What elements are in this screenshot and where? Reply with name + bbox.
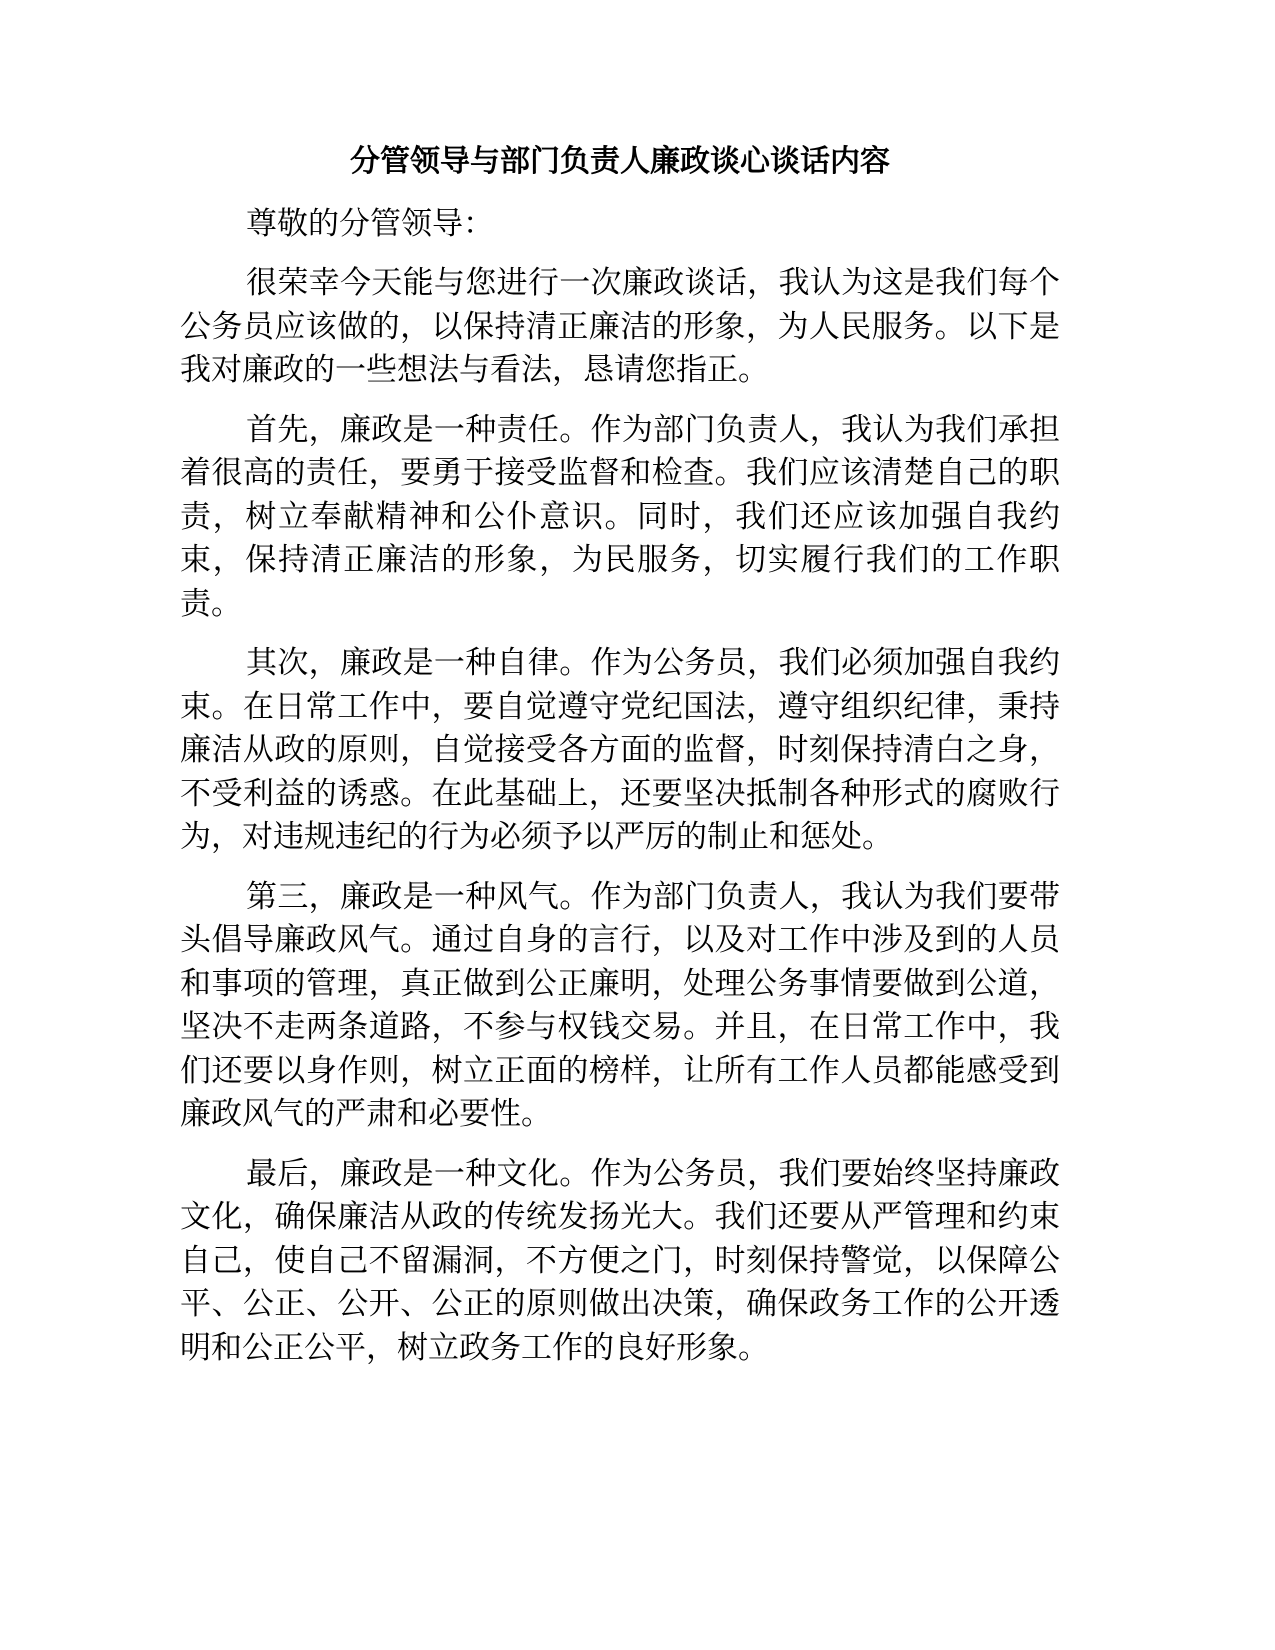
salutation: 尊敬的分管领导：	[246, 206, 494, 242]
paragraph-atmosphere: 第三，廉政是一种风气。作为部门负责人，我认为我们要带头倡导廉政风气。通过自身的言行，以及对工作中涉及到的人员和事项的管理，真正做到公正廉明，处理公务事情要做到公道，坚决不走两条道路，不参与权钱交易。并且，在日常工作中，我们还要以身作则，树立正面的榜样，让所有工作人员都能感受到廉政风气的严肃和必要性。	[180, 878, 1060, 1132]
document-page	[180, 140, 1060, 1386]
paragraph-self-discipline: 其次，廉政是一种自律。作为公务员，我们必须加强自我约束。在日常工作中，要自觉遵守党纪国法，遵守组织纪律，秉持廉洁从政的原则，自觉接受各方面的监督，时刻保持清白之身，不受利益的诱惑。在此基础上，还要坚决抵制各种形式的腐败行为，对违规违纪的行为必须予以严厉的制止和惩处。	[180, 645, 1060, 855]
paragraph-intro: 很荣幸今天能与您进行一次廉政谈话，我认为这是我们每个公务员应该做的，以保持清正廉洁的形象，为人民服务。以下是我对廉政的一些想法与看法，恳请您指正。	[180, 265, 1060, 388]
paragraph-responsibility: 首先，廉政是一种责任。作为部门负责人，我认为我们承担着很高的责任，要勇于接受监督和检查。我们应该清楚自己的职责，树立奉献精神和公仆意识。同时，我们还应该加强自我约束，保持清正廉洁的形象，为民服务，切实履行我们的工作职责。	[180, 411, 1060, 622]
document-title: 分管领导与部门负责人廉政谈心谈话内容	[350, 144, 890, 179]
paragraph-culture: 最后，廉政是一种文化。作为公务员，我们要始终坚持廉政文化，确保廉洁从政的传统发扬光大。我们还要从严管理和约束自己，使自己不留漏洞，不方便之门，时刻保持警觉，以保障公平、公正、公开、公正的原则做出决策，确保政务工作的公开透明和公正公平，树立政务工作的良好形象。	[180, 1155, 1060, 1366]
